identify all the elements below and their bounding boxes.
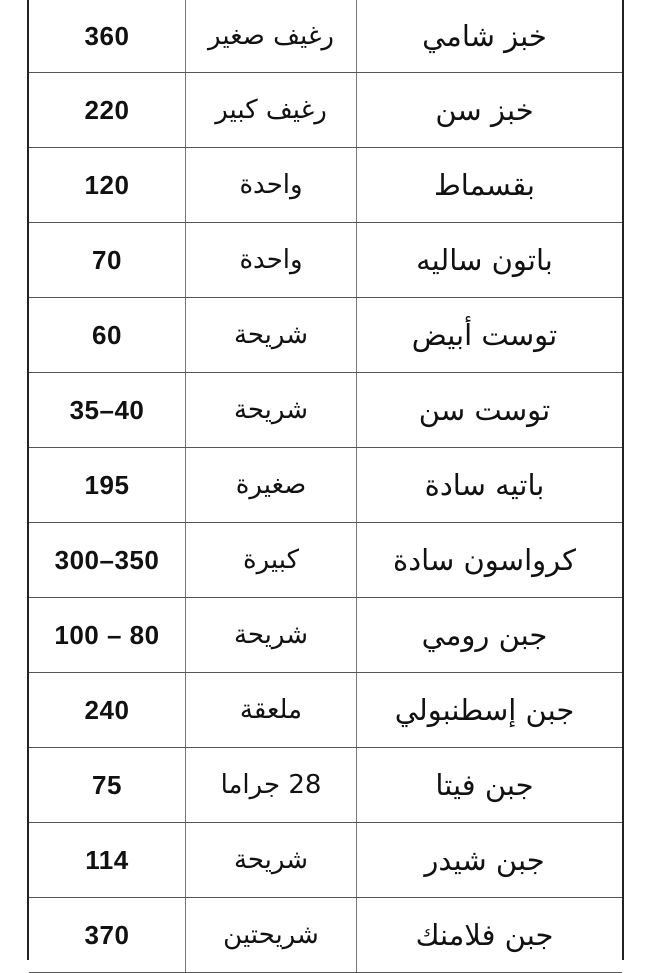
item-cell: جبن رومي [357,598,623,673]
table-row [29,898,622,973]
unit-cell: شريحة [186,373,357,448]
calorie-table [29,0,622,973]
table-row [29,673,622,748]
unit-cell: واحدة [186,223,357,298]
calories-cell: 195 [29,448,186,523]
item-cell: بقسماط [357,148,623,223]
calorie-table-frame [27,0,624,960]
table-row [29,0,622,73]
item-cell: جبن شيدر [357,823,623,898]
table-row [29,298,622,373]
table-row [29,448,622,523]
table-row [29,823,622,898]
calories-cell: 220 [29,73,186,148]
table-row [29,148,622,223]
item-cell: توست أبيض [357,298,623,373]
unit-cell: رغيف صغير [186,0,357,73]
calories-cell: 370 [29,898,186,973]
calories-cell: 360 [29,0,186,73]
table-row [29,748,622,823]
calories-cell: 300–350 [29,523,186,598]
unit-cell: شريحة [186,598,357,673]
unit-cell: شريحة [186,823,357,898]
item-cell: باتون ساليه [357,223,623,298]
table-row [29,523,622,598]
calories-cell: 114 [29,823,186,898]
calories-cell: 35–40 [29,373,186,448]
unit-cell: واحدة [186,148,357,223]
unit-cell: كبيرة [186,523,357,598]
unit-cell: صغيرة [186,448,357,523]
table-row [29,223,622,298]
item-cell: خبز سن [357,73,623,148]
item-cell: جبن إسطنبولي [357,673,623,748]
table-row [29,73,622,148]
table-row [29,373,622,448]
table-row [29,598,622,673]
unit-cell: 28 جراما [186,748,357,823]
item-cell: توست سن [357,373,623,448]
item-cell: جبن فيتا [357,748,623,823]
unit-cell: ملعقة [186,673,357,748]
unit-cell: رغيف كبير [186,73,357,148]
calories-cell: 70 [29,223,186,298]
calories-cell: 240 [29,673,186,748]
unit-cell: شريحتين [186,898,357,973]
calories-cell: 75 [29,748,186,823]
calories-cell: 100 – 80 [29,598,186,673]
item-cell: خبز شامي [357,0,623,73]
calories-cell: 120 [29,148,186,223]
item-cell: كرواسون سادة [357,523,623,598]
calorie-table-body [29,0,622,973]
calories-cell: 60 [29,298,186,373]
item-cell: جبن فلامنك [357,898,623,973]
unit-cell: شريحة [186,298,357,373]
item-cell: باتيه سادة [357,448,623,523]
